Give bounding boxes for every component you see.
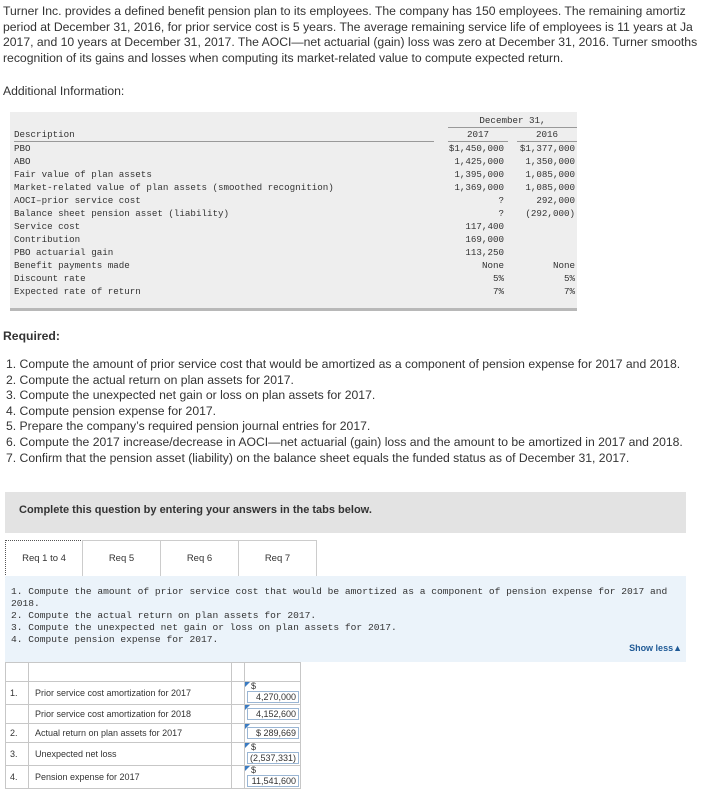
data-table-row [10, 234, 577, 247]
data-table-row [10, 221, 577, 234]
row-label: Market-related value of plan assets (smoothed recognition) [14, 182, 334, 193]
blank-cell [232, 663, 245, 682]
value-2017: 1,395,000 [454, 169, 504, 180]
answer-label: Actual return on plan assets for 2017 [29, 724, 232, 743]
answer-cell [245, 724, 301, 743]
required-item: 4. Compute pension expense for 2017. [6, 403, 217, 418]
data-table-row [10, 260, 577, 273]
value-2016: 7% [563, 286, 575, 297]
answer-input[interactable]: (2,537,331) [247, 752, 299, 764]
answer-flag-icon [245, 766, 250, 771]
row-number: 4. [6, 766, 29, 789]
row-label: Contribution [14, 234, 81, 245]
blank-cell [232, 705, 245, 724]
value-2017: None [481, 260, 504, 271]
answer-cell [245, 766, 301, 789]
answer-table [5, 662, 301, 789]
tab-req-7[interactable]: Req 7 [238, 540, 317, 577]
value-2017: ? [498, 195, 504, 206]
panel-question: 1. Compute the amount of prior service cost that would be amortized as a component of pension expense for 2017 and 2018. [11, 586, 668, 609]
tab-req-6[interactable]: Req 6 [160, 540, 239, 577]
row-label: Service cost [14, 221, 81, 232]
required-item: 2. Compute the actual return on plan assets for 2017. [6, 372, 294, 387]
intro-line: 2017, and 10 years at December 31, 2017. The AOCI—net actuarial (gain) loss was zero at December 31, 2016. Turner smooths [3, 35, 698, 49]
row-label: Discount rate [14, 273, 86, 284]
row-label: Balance sheet pension asset (liability) [14, 208, 230, 219]
value-2016: $1,377,000 [519, 143, 575, 154]
blank-cell [245, 663, 301, 682]
show-less-link[interactable]: Show less▲ [629, 643, 682, 653]
data-table-row [10, 208, 577, 221]
required-item: 3. Compute the unexpected net gain or loss on plan assets for 2017. [6, 388, 376, 403]
answer-label: Pension expense for 2017 [29, 766, 232, 789]
value-2016: 292,000 [536, 195, 575, 206]
data-table-row [10, 143, 577, 156]
data-table-row [10, 156, 577, 169]
value-2016: 1,350,000 [525, 156, 575, 167]
row-label: ABO [14, 156, 31, 167]
value-2016: 1,085,000 [525, 182, 575, 193]
dollar-sign: $ [251, 765, 257, 775]
data-table-row [10, 195, 577, 208]
row-number: 1. [6, 682, 29, 705]
panel-question: 2. Compute the actual return on plan assets for 2017. [11, 610, 317, 621]
data-table-row [10, 286, 577, 299]
value-2016: 5% [563, 273, 575, 284]
answer-input[interactable]: 4,270,000 [247, 691, 299, 703]
additional-info-label: Additional Information: [3, 84, 125, 98]
data-table-row [10, 182, 577, 195]
answer-input[interactable]: 4,152,600 [247, 708, 299, 720]
value-2016: (292,000) [525, 208, 575, 219]
required-item: 6. Compute the 2017 increase/decrease in AOCI—net actuarial (gain) loss and the amount to be amortized in 2017 and 2018. [6, 434, 683, 449]
answer-flag-icon [245, 743, 250, 748]
panel-question: 4. Compute pension expense for 2017. [11, 634, 219, 645]
value-2017: $1,450,000 [448, 143, 504, 154]
row-label: Expected rate of return [14, 286, 141, 297]
answer-cell [245, 705, 301, 724]
data-table-row [10, 247, 577, 260]
problem-intro [3, 4, 707, 66]
row-label: PBO [14, 143, 31, 154]
value-2017: 1,425,000 [454, 156, 504, 167]
data-table-row [10, 273, 577, 286]
panel-questions [11, 586, 686, 646]
required-item: 1. Compute the amount of prior service cost that would be amortized as a component of pension expense for 2017 and 2018. [6, 357, 681, 371]
row-label: Fair value of plan assets [14, 169, 152, 180]
answer-input[interactable]: 11,541,600 [247, 775, 299, 787]
tab-req-5[interactable]: Req 5 [82, 540, 161, 577]
blank-cell [232, 682, 245, 705]
answer-cell [245, 743, 301, 766]
blank-cell [232, 766, 245, 789]
row-number: 2. [6, 724, 29, 743]
answer-label: Unexpected net loss [29, 743, 232, 766]
description-header: Description [14, 129, 434, 142]
value-2016: 1,085,000 [525, 169, 575, 180]
intro-line: period at December 31, 2016, for prior service cost is 5 years. The average remaining service life of employees is 11 years at Ja [3, 19, 693, 34]
intro-line: recognition of its gains and losses when computing its market-related value to compute expected return. [3, 50, 564, 65]
answer-cell [245, 682, 301, 705]
row-number: 3. [6, 743, 29, 766]
data-table [10, 112, 577, 311]
answer-input[interactable]: $ 289,669 [247, 727, 299, 739]
instructions-text: Complete this question by entering your answers in the tabs below. [19, 504, 372, 516]
blank-cell [6, 663, 29, 682]
value-2017: 113,250 [465, 247, 504, 258]
value-2017: 117,400 [465, 221, 504, 232]
value-2017: 169,000 [465, 234, 504, 245]
required-item: 5. Prepare the company’s required pension journal entries for 2017. [6, 419, 371, 434]
header-2017: 2017 [448, 129, 508, 142]
value-2017: 1,369,000 [454, 182, 504, 193]
dollar-sign: $ [251, 681, 257, 691]
value-2017: ? [498, 208, 504, 219]
row-number [6, 705, 29, 724]
answer-label: Prior service cost amortization for 2018 [29, 705, 232, 724]
row-label: AOCI–prior service cost [14, 195, 141, 206]
data-table-row [10, 169, 577, 182]
instructions-banner [5, 492, 686, 533]
blank-cell [232, 743, 245, 766]
value-2016: None [552, 260, 575, 271]
answer-label: Prior service cost amortization for 2017 [29, 682, 232, 705]
tab-req-1-to-4[interactable]: Req 1 to 4 [5, 540, 83, 577]
required-list [6, 357, 683, 466]
question-panel [5, 576, 686, 662]
required-item: 7. Confirm that the pension asset (liability) on the balance sheet equals the funded status as of December 31, 2017. [6, 450, 630, 465]
blank-cell [232, 724, 245, 743]
header-period: December 31, [448, 115, 577, 128]
value-2017: 7% [492, 286, 504, 297]
header-2016: 2016 [517, 129, 577, 142]
row-label: PBO actuarial gain [14, 247, 114, 258]
answer-flag-icon [245, 724, 250, 729]
row-label: Benefit payments made [14, 260, 130, 271]
blank-cell [29, 663, 232, 682]
answer-flag-icon [245, 705, 250, 710]
value-2017: 5% [492, 273, 504, 284]
intro-line: Turner Inc. provides a defined benefit pension plan to its employees. The company has 150 employees. The remaining amortiz [3, 4, 686, 18]
dollar-sign: $ [251, 742, 257, 752]
answer-flag-icon [245, 682, 250, 687]
panel-question: 3. Compute the unexpected net gain or loss on plan assets for 2017. [11, 622, 397, 633]
required-title: Required: [3, 329, 60, 343]
